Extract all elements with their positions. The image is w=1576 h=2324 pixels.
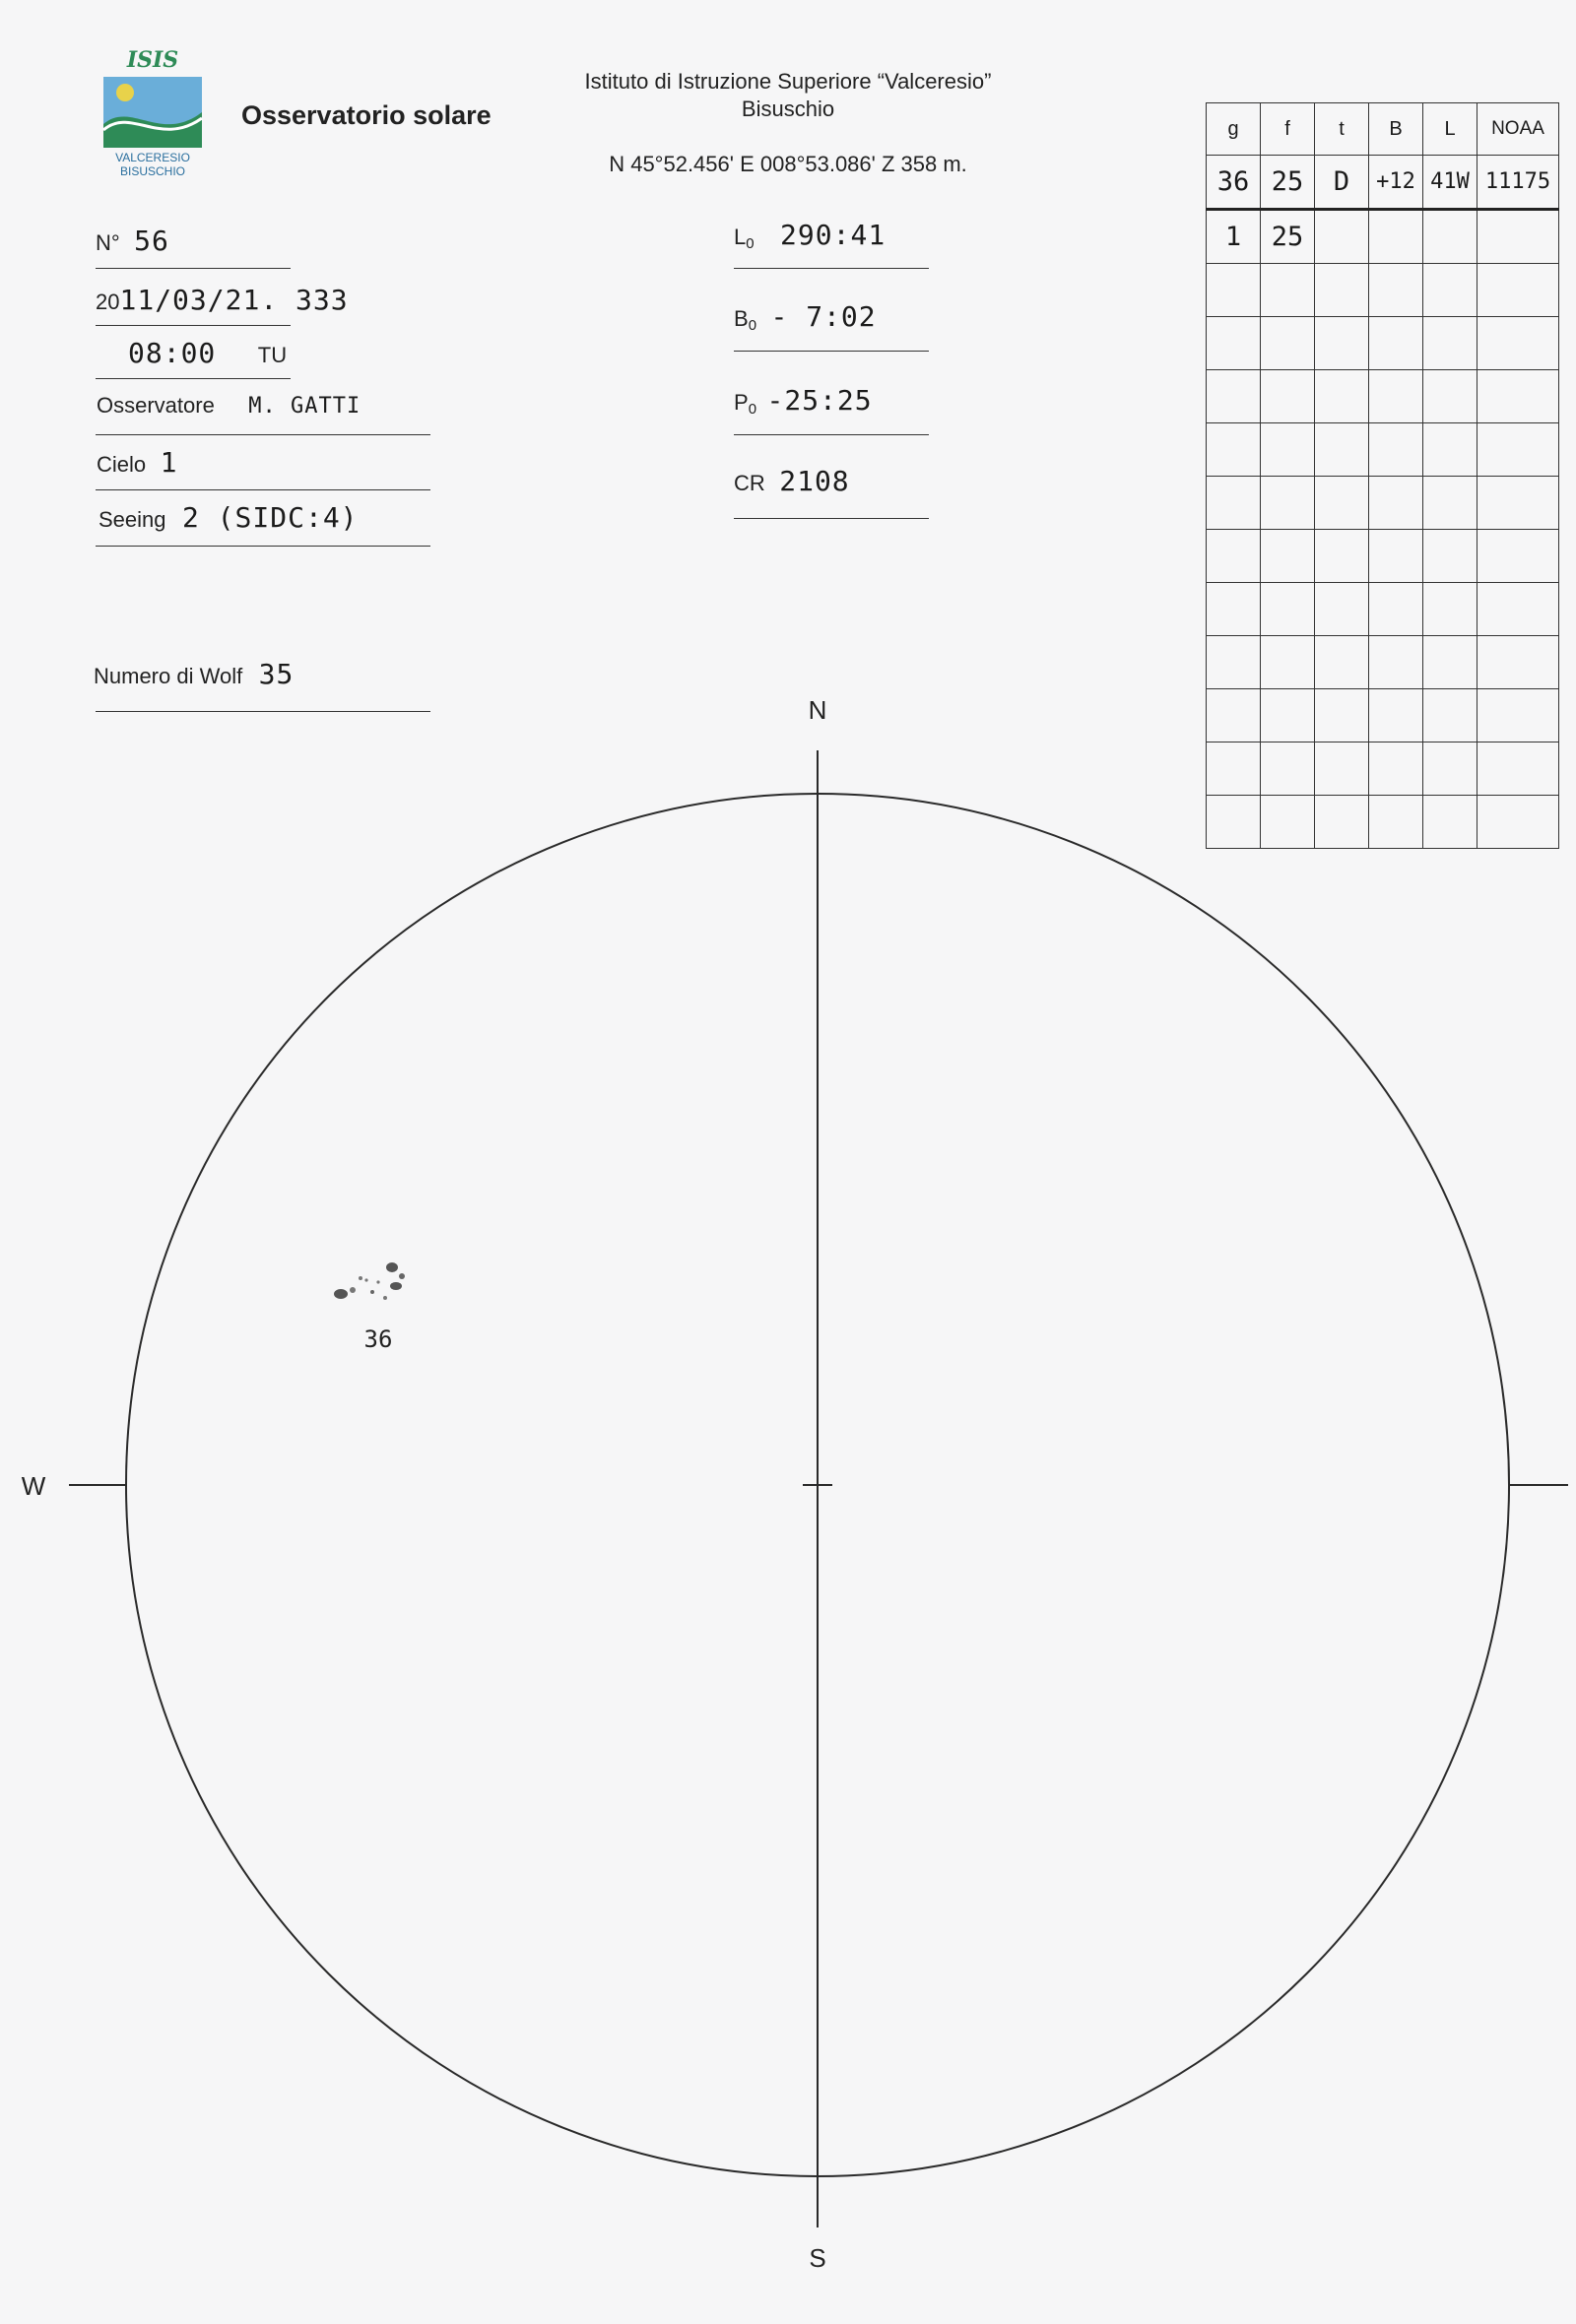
cell-b: +12	[1369, 156, 1423, 210]
sky-label: Cielo	[97, 452, 147, 477]
b0-sub: 0	[748, 317, 757, 335]
b0-value: - 7:02	[770, 300, 877, 333]
header-l: L	[1423, 103, 1478, 156]
west-label: W	[21, 1471, 46, 1501]
sunspot-group-label: 36	[363, 1325, 393, 1353]
sunspot	[359, 1276, 362, 1280]
date-value: 11/03/21. 333	[119, 284, 349, 316]
wolf-value: 35	[258, 658, 295, 690]
header-noaa: NOAA	[1478, 103, 1559, 156]
observatory-title: Osservatorio solare	[241, 100, 492, 130]
time-value: 08:00	[128, 337, 217, 369]
l0-sub: 0	[746, 235, 755, 253]
observer-label: Osservatore	[97, 393, 215, 418]
header-b: B	[1369, 103, 1423, 156]
sunspot	[370, 1290, 374, 1294]
date-prefix: 20	[96, 290, 120, 314]
cr-label: CR	[734, 471, 765, 495]
cell-f: 25	[1261, 156, 1315, 210]
logo-line2: BISUSCHIO	[119, 164, 186, 178]
p0-value: -25:25	[766, 384, 873, 417]
cell-t: D	[1315, 156, 1369, 210]
header-t: t	[1315, 103, 1369, 156]
time-unit: TU	[257, 343, 288, 367]
summary-f: 25	[1261, 210, 1315, 264]
sunspot	[376, 1280, 379, 1283]
sunspot	[386, 1262, 398, 1272]
sunspot-group-36	[334, 1262, 405, 1300]
observer-value: M. GATTI	[248, 394, 361, 419]
number-label: N°	[96, 230, 120, 255]
sunspot	[350, 1287, 356, 1293]
p0-sub: 0	[748, 401, 757, 419]
number-value: 56	[134, 225, 169, 257]
sunspot	[364, 1278, 367, 1281]
north-label: N	[808, 695, 827, 725]
sunspot	[334, 1289, 348, 1299]
cell-noaa: 11175	[1478, 156, 1559, 210]
summary-g: 1	[1207, 210, 1261, 264]
l0-label: L	[734, 225, 747, 249]
p0-label: P	[734, 390, 749, 415]
seeing-label: Seeing	[98, 507, 166, 532]
observatory-coordinates: N 45°52.456' E 008°53.086' Z 358 m.	[609, 152, 967, 176]
cr-value: 2108	[779, 465, 850, 497]
cell-l: 41W	[1423, 156, 1478, 210]
wolf-label: Numero di Wolf	[94, 664, 243, 688]
seeing-value: 2 (SIDC:4)	[181, 501, 359, 534]
sunspot	[399, 1273, 405, 1279]
logo-line1: VALCERESIO	[115, 151, 190, 164]
institute-name: Istituto di Istruzione Superiore “Valceresio”	[584, 69, 992, 94]
logo-acronym: ISIS	[126, 49, 179, 73]
sunspot	[383, 1296, 387, 1300]
header-f: f	[1261, 103, 1315, 156]
header-g: g	[1207, 103, 1261, 156]
l0-value: 290:41	[780, 219, 886, 251]
cell-g: 36	[1207, 156, 1261, 210]
b0-label: B	[734, 306, 749, 331]
sky-value: 1	[160, 446, 178, 479]
institute-town: Bisuschio	[741, 97, 835, 121]
south-label: S	[809, 2243, 826, 2273]
sunspot	[390, 1282, 402, 1290]
